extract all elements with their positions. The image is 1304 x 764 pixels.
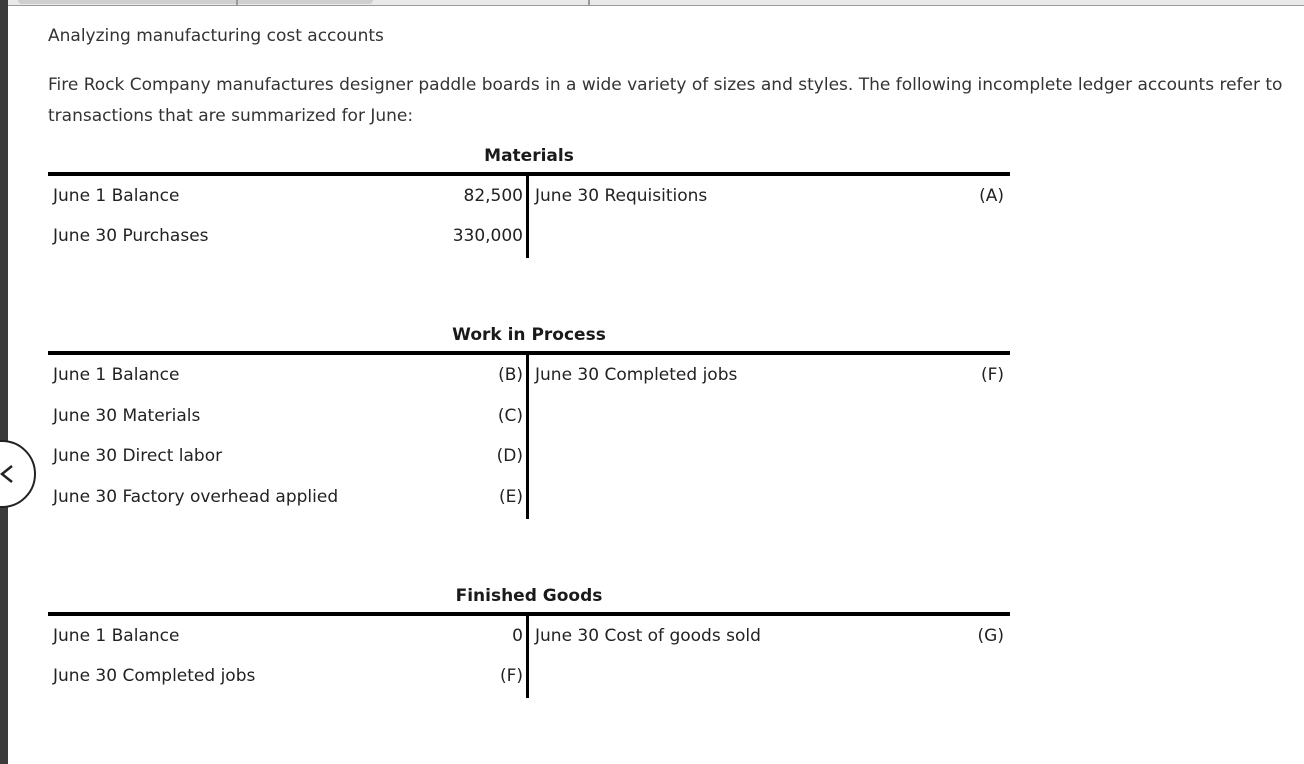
intro-paragraph: Fire Rock Company manufactures designer paddle boards in a wide variety of sizes and styles. The following incomplete ledger accounts refer to transactions that are summarized for June: xyxy=(48,75,1283,126)
work-in-process-ledger xyxy=(48,325,1010,519)
debit-value: (C) xyxy=(497,406,523,426)
ledger-top-rule xyxy=(48,172,1010,176)
ledger-credit-row xyxy=(535,365,1004,389)
ledger-debit-row xyxy=(53,487,523,511)
credit-value: (A) xyxy=(979,186,1004,206)
credit-label: June 30 Requisitions xyxy=(535,186,708,206)
debit-label: June 1 Balance xyxy=(53,186,180,206)
ledger-top-rule xyxy=(48,612,1010,616)
ledger-debit-row xyxy=(53,626,523,650)
debit-label: June 30 Factory overhead applied xyxy=(53,487,339,507)
credit-label: June 30 Completed jobs xyxy=(535,365,738,385)
ledger-debit-row xyxy=(53,186,523,210)
toolbar-divider xyxy=(236,0,238,5)
debit-label: June 30 Materials xyxy=(53,406,201,426)
ledger-title: Materials xyxy=(484,146,574,166)
left-rail xyxy=(0,0,8,764)
debit-label: June 1 Balance xyxy=(53,365,180,385)
debit-label: June 1 Balance xyxy=(53,626,180,646)
debit-label: June 30 Purchases xyxy=(53,226,209,246)
ledger-center-rule xyxy=(526,176,529,258)
ledger-debit-row xyxy=(53,365,523,389)
debit-value: 0 xyxy=(512,626,523,646)
ledger-center-rule xyxy=(526,616,529,698)
ledger-title: Work in Process xyxy=(452,325,606,345)
debit-value: (D) xyxy=(496,446,523,466)
credit-label: June 30 Cost of goods sold xyxy=(535,626,761,646)
ledger-debit-row xyxy=(53,446,523,470)
ledger-top-rule xyxy=(48,351,1010,355)
ledger-debit-row xyxy=(53,406,523,430)
materials-ledger xyxy=(48,146,1010,258)
toolbar-tab[interactable] xyxy=(18,0,373,4)
debit-value: 82,500 xyxy=(463,186,523,206)
top-toolbar-strip xyxy=(8,0,1304,6)
ledger-credit-row xyxy=(535,186,1004,210)
ledger-credit-row xyxy=(535,626,1004,650)
debit-value: (B) xyxy=(498,365,523,385)
toolbar-divider xyxy=(588,0,590,5)
credit-value: (G) xyxy=(977,626,1004,646)
debit-value: (E) xyxy=(498,487,523,507)
ledger-center-rule xyxy=(526,355,529,519)
debit-label: June 30 Direct labor xyxy=(53,446,223,466)
ledger-debit-row xyxy=(53,226,523,250)
previous-button[interactable] xyxy=(0,440,36,508)
debit-label: June 30 Completed jobs xyxy=(53,666,256,686)
credit-value: (F) xyxy=(980,365,1004,385)
finished-goods-ledger xyxy=(48,586,1010,698)
ledger-debit-row xyxy=(53,666,523,690)
page-title: Analyzing manufacturing cost accounts xyxy=(48,26,384,46)
ledger-title: Finished Goods xyxy=(455,586,603,606)
debit-value: (F) xyxy=(499,666,523,686)
chevron-left-icon xyxy=(0,464,14,484)
debit-value: 330,000 xyxy=(452,226,523,246)
